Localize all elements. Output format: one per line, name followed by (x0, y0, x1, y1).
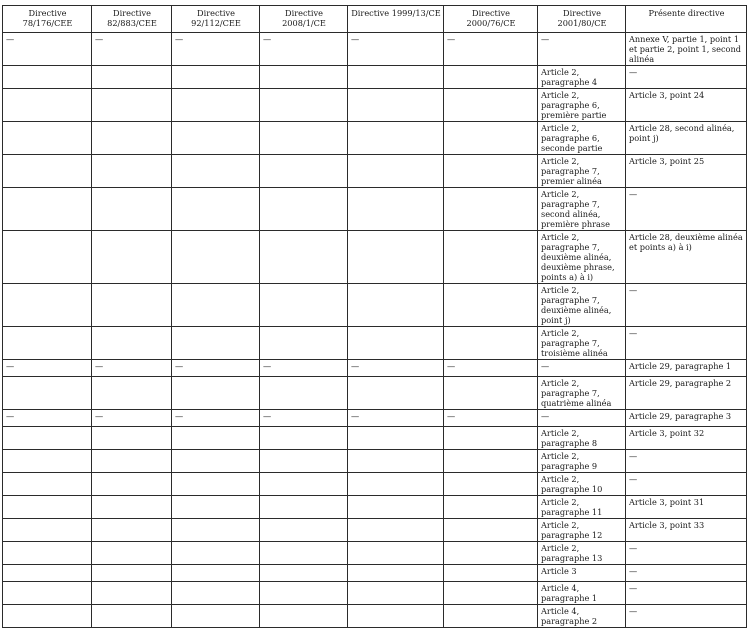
table-cell (172, 496, 260, 519)
table-cell: Article 2, paragraphe 7, premier alinéa (538, 155, 626, 188)
table-cell (348, 450, 444, 473)
table-cell (3, 284, 92, 327)
table-cell (172, 542, 260, 565)
table-cell (92, 122, 172, 155)
table-row (3, 231, 747, 284)
table-cell (92, 605, 172, 628)
table-cell (260, 519, 348, 542)
table-cell: Article 2, paragraphe 7, deuxième alinéa, point j) (538, 284, 626, 327)
table-cell (172, 66, 260, 89)
table-row (3, 360, 747, 377)
table-cell (260, 582, 348, 605)
table-cell (348, 377, 444, 410)
table-cell (260, 377, 348, 410)
table-cell (444, 542, 538, 565)
table-cell (444, 473, 538, 496)
table-cell: Article 29, paragraphe 2 (626, 377, 747, 410)
table-cell (260, 327, 348, 360)
table-row (3, 519, 747, 542)
table-cell: Article 3, point 31 (626, 496, 747, 519)
table-cell: Article 2, paragraphe 11 (538, 496, 626, 519)
table-cell (444, 450, 538, 473)
table-cell (92, 188, 172, 231)
table-cell: — (348, 33, 444, 66)
table-row (3, 66, 747, 89)
table-cell (348, 155, 444, 188)
table-cell (92, 284, 172, 327)
table-cell (444, 89, 538, 122)
table-cell (348, 327, 444, 360)
table-cell: — (538, 410, 626, 427)
table-cell (260, 89, 348, 122)
table-cell (3, 66, 92, 89)
table-cell (172, 473, 260, 496)
table-cell (348, 427, 444, 450)
column-header: Directive 2000/76/CE (444, 6, 538, 33)
table-cell (3, 565, 92, 582)
table-cell (172, 284, 260, 327)
table-cell (3, 473, 92, 496)
table-row (3, 473, 747, 496)
table-row (3, 122, 747, 155)
table-cell: — (626, 542, 747, 565)
table-cell (92, 231, 172, 284)
column-header: Directive 2008/1/CE (260, 6, 348, 33)
table-cell (3, 377, 92, 410)
table-cell (3, 605, 92, 628)
table-row (3, 155, 747, 188)
table-cell: Article 2, paragraphe 7, deuxième alinéa, deuxième phrase, points a) à i) (538, 231, 626, 284)
table-cell (260, 496, 348, 519)
table-row (3, 565, 747, 582)
table-cell (260, 122, 348, 155)
table-cell: Article 2, paragraphe 8 (538, 427, 626, 450)
table-cell: — (444, 33, 538, 66)
table-cell (444, 231, 538, 284)
table-cell: Article 28, second alinéa, point j) (626, 122, 747, 155)
table-cell (172, 450, 260, 473)
table-cell: Article 2, paragraphe 6, seconde partie (538, 122, 626, 155)
table-cell (172, 427, 260, 450)
table-cell: — (444, 360, 538, 377)
table-cell: Article 2, paragraphe 12 (538, 519, 626, 542)
table-cell (348, 188, 444, 231)
table-cell: — (92, 410, 172, 427)
table-cell: — (172, 33, 260, 66)
table-cell (172, 231, 260, 284)
table-cell (172, 188, 260, 231)
table-cell (92, 66, 172, 89)
table-cell: — (3, 360, 92, 377)
table-cell: Article 3, point 33 (626, 519, 747, 542)
table-cell: — (626, 582, 747, 605)
table-cell: — (3, 410, 92, 427)
table-cell (444, 377, 538, 410)
table-cell (172, 122, 260, 155)
table-cell (172, 89, 260, 122)
table-cell (444, 188, 538, 231)
table-cell: — (626, 284, 747, 327)
table-cell (444, 519, 538, 542)
table-cell (348, 122, 444, 155)
table-cell (3, 542, 92, 565)
table-cell: Article 3 (538, 565, 626, 582)
table-cell (3, 450, 92, 473)
table-cell: Article 29, paragraphe 3 (626, 410, 747, 427)
header-row (3, 6, 747, 33)
table-cell (92, 542, 172, 565)
table-cell: — (626, 450, 747, 473)
table-cell: Article 2, paragraphe 7, troisième alinéa (538, 327, 626, 360)
table-cell: — (626, 66, 747, 89)
table-cell: Article 29, paragraphe 1 (626, 360, 747, 377)
table-cell (444, 122, 538, 155)
table-cell (172, 327, 260, 360)
table-cell (260, 284, 348, 327)
table-cell: Annexe V, partie 1, point 1 et partie 2, point 1, second alinéa (626, 33, 747, 66)
table-cell (260, 188, 348, 231)
table-cell (3, 519, 92, 542)
table-cell: — (3, 33, 92, 66)
table-cell (3, 89, 92, 122)
table-cell (260, 473, 348, 496)
table-cell (260, 605, 348, 628)
table-cell (444, 327, 538, 360)
table-cell (92, 565, 172, 582)
table-row (3, 327, 747, 360)
table-cell: — (626, 473, 747, 496)
table-cell: — (260, 360, 348, 377)
table-cell: — (626, 565, 747, 582)
table-cell (3, 155, 92, 188)
table-cell (92, 377, 172, 410)
table-cell: Article 3, point 24 (626, 89, 747, 122)
table-cell: — (626, 605, 747, 628)
table-cell (348, 89, 444, 122)
table-cell (444, 427, 538, 450)
table-cell (348, 542, 444, 565)
table-cell (444, 66, 538, 89)
table-cell (348, 66, 444, 89)
table-row (3, 605, 747, 628)
table-cell (260, 155, 348, 188)
column-header: Directive 82/883/CEE (92, 6, 172, 33)
table-cell (260, 542, 348, 565)
table-cell (92, 155, 172, 188)
table-cell: Article 4, paragraphe 1 (538, 582, 626, 605)
table-cell (260, 231, 348, 284)
table-cell (92, 427, 172, 450)
table-cell (3, 327, 92, 360)
table-cell: — (172, 410, 260, 427)
table-row (3, 33, 747, 66)
table-cell (3, 188, 92, 231)
table-cell: Article 2, paragraphe 9 (538, 450, 626, 473)
table-cell (3, 496, 92, 519)
table-cell: — (626, 327, 747, 360)
table-cell (348, 519, 444, 542)
table-cell: Article 4, paragraphe 2 (538, 605, 626, 628)
table-row (3, 284, 747, 327)
table-cell: Article 3, point 25 (626, 155, 747, 188)
table-cell (260, 427, 348, 450)
column-header: Présente directive (626, 6, 747, 33)
table-cell (92, 473, 172, 496)
table-row (3, 450, 747, 473)
table-cell (444, 496, 538, 519)
table-cell: Article 2, paragraphe 7, quatrième alinéa (538, 377, 626, 410)
table-row (3, 377, 747, 410)
table-cell (260, 450, 348, 473)
table-cell (444, 565, 538, 582)
table-cell (348, 582, 444, 605)
table-cell: Article 2, paragraphe 4 (538, 66, 626, 89)
table-cell (172, 377, 260, 410)
table-cell (348, 231, 444, 284)
table-cell: — (348, 360, 444, 377)
table-row (3, 410, 747, 427)
table-cell: Article 2, paragraphe 10 (538, 473, 626, 496)
table-row (3, 582, 747, 605)
table-cell: Article 28, deuxième alinéa et points a) à i) (626, 231, 747, 284)
table-header (3, 6, 747, 33)
table-cell (444, 155, 538, 188)
table-cell (348, 605, 444, 628)
table-row (3, 427, 747, 450)
column-header: Directive 92/112/CEE (172, 6, 260, 33)
table-cell (3, 231, 92, 284)
table-cell: Article 2, paragraphe 7, second alinéa, première phrase (538, 188, 626, 231)
table-cell: — (444, 410, 538, 427)
table-cell (348, 565, 444, 582)
table-cell (92, 519, 172, 542)
table-cell: Article 3, point 32 (626, 427, 747, 450)
table-cell: — (172, 360, 260, 377)
table-cell (172, 155, 260, 188)
table-cell: — (538, 33, 626, 66)
table-cell (92, 582, 172, 605)
column-header: Directive 78/176/CEE (3, 6, 92, 33)
table-cell (3, 122, 92, 155)
table-row (3, 188, 747, 231)
table-cell (444, 582, 538, 605)
table-cell: Article 2, paragraphe 6, première partie (538, 89, 626, 122)
table-cell (172, 519, 260, 542)
table-cell: — (92, 33, 172, 66)
table-cell: — (260, 410, 348, 427)
table-row (3, 542, 747, 565)
table-cell: — (538, 360, 626, 377)
table-cell (92, 327, 172, 360)
table-row (3, 89, 747, 122)
column-header: Directive 2001/80/CE (538, 6, 626, 33)
table-cell (92, 496, 172, 519)
table-cell (444, 605, 538, 628)
table-cell (172, 565, 260, 582)
table-cell (348, 284, 444, 327)
table-cell (260, 66, 348, 89)
table-cell (92, 450, 172, 473)
table-cell: — (92, 360, 172, 377)
table-cell (92, 89, 172, 122)
table-cell: — (260, 33, 348, 66)
table-cell (172, 605, 260, 628)
table-body (3, 33, 747, 628)
table-cell (348, 496, 444, 519)
table-cell (348, 473, 444, 496)
table-cell: — (348, 410, 444, 427)
table-cell (3, 427, 92, 450)
table-cell (444, 284, 538, 327)
table-cell (260, 565, 348, 582)
table-cell (172, 582, 260, 605)
table-cell (3, 582, 92, 605)
table-row (3, 496, 747, 519)
table-cell: Article 2, paragraphe 13 (538, 542, 626, 565)
column-header: Directive 1999/13/CE (348, 6, 444, 33)
table-cell: — (626, 188, 747, 231)
